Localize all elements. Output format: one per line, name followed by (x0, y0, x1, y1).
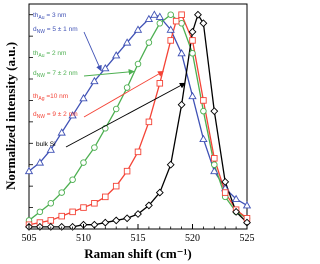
series-4-point (178, 101, 185, 108)
series-3-point (59, 213, 65, 219)
series-1-point (80, 95, 87, 101)
series-3-point (190, 38, 196, 44)
series-3-point (157, 80, 163, 86)
annotation-green-th: $th_{Au} = 2$ nm (33, 50, 67, 59)
series-2-point (157, 20, 163, 26)
series-2-point (70, 177, 76, 183)
series-1-point (151, 11, 158, 17)
series-4-point (102, 219, 109, 226)
series-2-point (201, 108, 207, 114)
series-3-point (81, 205, 87, 211)
series-3-point (92, 200, 98, 206)
series-2-point (146, 40, 152, 46)
series-2-point (48, 200, 54, 206)
series-3-point (70, 209, 76, 215)
annotation-layer (33, 12, 78, 148)
series-4-point (124, 215, 131, 222)
series-4-point (211, 108, 218, 115)
series-2-point (212, 162, 218, 168)
series-4-point (113, 217, 120, 224)
series-2-point (190, 50, 196, 56)
annotation-red-d: $d_{NW} = 9 \pm 2$ nm (33, 111, 78, 120)
series-1-point (178, 50, 185, 56)
y-axis-label: Normalized intensity (a.u.) (3, 41, 18, 191)
series-1-point (189, 93, 196, 99)
annotation-arrow-3 (84, 72, 163, 118)
marker-layer (26, 11, 251, 230)
x-tick-label: 520 (185, 233, 200, 244)
series-3-point (212, 155, 218, 161)
series-4-point (195, 11, 202, 18)
series-1-point (244, 202, 251, 208)
series-2-point (92, 145, 98, 151)
x-axis-label: Raman shift (cm⁻¹) (84, 246, 192, 261)
series-3-point (146, 119, 152, 125)
annotation-green-d: $d_{NW} = 7 \pm 2$ nm (33, 70, 78, 79)
series-2-point (81, 160, 87, 166)
series-2-point (124, 85, 130, 91)
series-3-point (179, 12, 185, 18)
series-2-point (135, 61, 141, 67)
annotation-red-th: $th_{Ag} =10$ nm (33, 93, 69, 102)
series-3-point (173, 18, 179, 24)
annotation-arrow-2 (84, 72, 134, 77)
series-3-point (201, 98, 207, 104)
series-1-point (200, 136, 207, 142)
annotation-black-label: bulk Si (36, 141, 56, 148)
series-3-point (222, 190, 228, 196)
series-3-point (168, 38, 174, 44)
x-tick-label: 505 (21, 233, 37, 244)
series-3-point (48, 218, 54, 224)
x-tick-label: 510 (76, 233, 91, 244)
series-3-point (103, 194, 109, 200)
series-4-point (167, 161, 174, 168)
series-1-point (58, 129, 65, 135)
x-tick-label: 525 (239, 233, 255, 244)
series-2-point (179, 20, 185, 26)
series-3-point (135, 149, 141, 155)
series-2-point (59, 190, 65, 196)
series-2-point (113, 106, 119, 112)
series-2-point (168, 12, 174, 18)
series-4-point (200, 20, 207, 27)
x-tick-label: 515 (130, 233, 146, 244)
annotation-blue-th: $th_{Au} = 3$ nm (33, 12, 67, 21)
series-3-point (113, 183, 119, 189)
series-3-point (124, 168, 130, 174)
annotation-blue-d: $d_{NW} = 5 \pm 1$ nm (33, 26, 78, 35)
series-2-point (37, 209, 43, 215)
annotation-arrow-1 (84, 32, 101, 70)
